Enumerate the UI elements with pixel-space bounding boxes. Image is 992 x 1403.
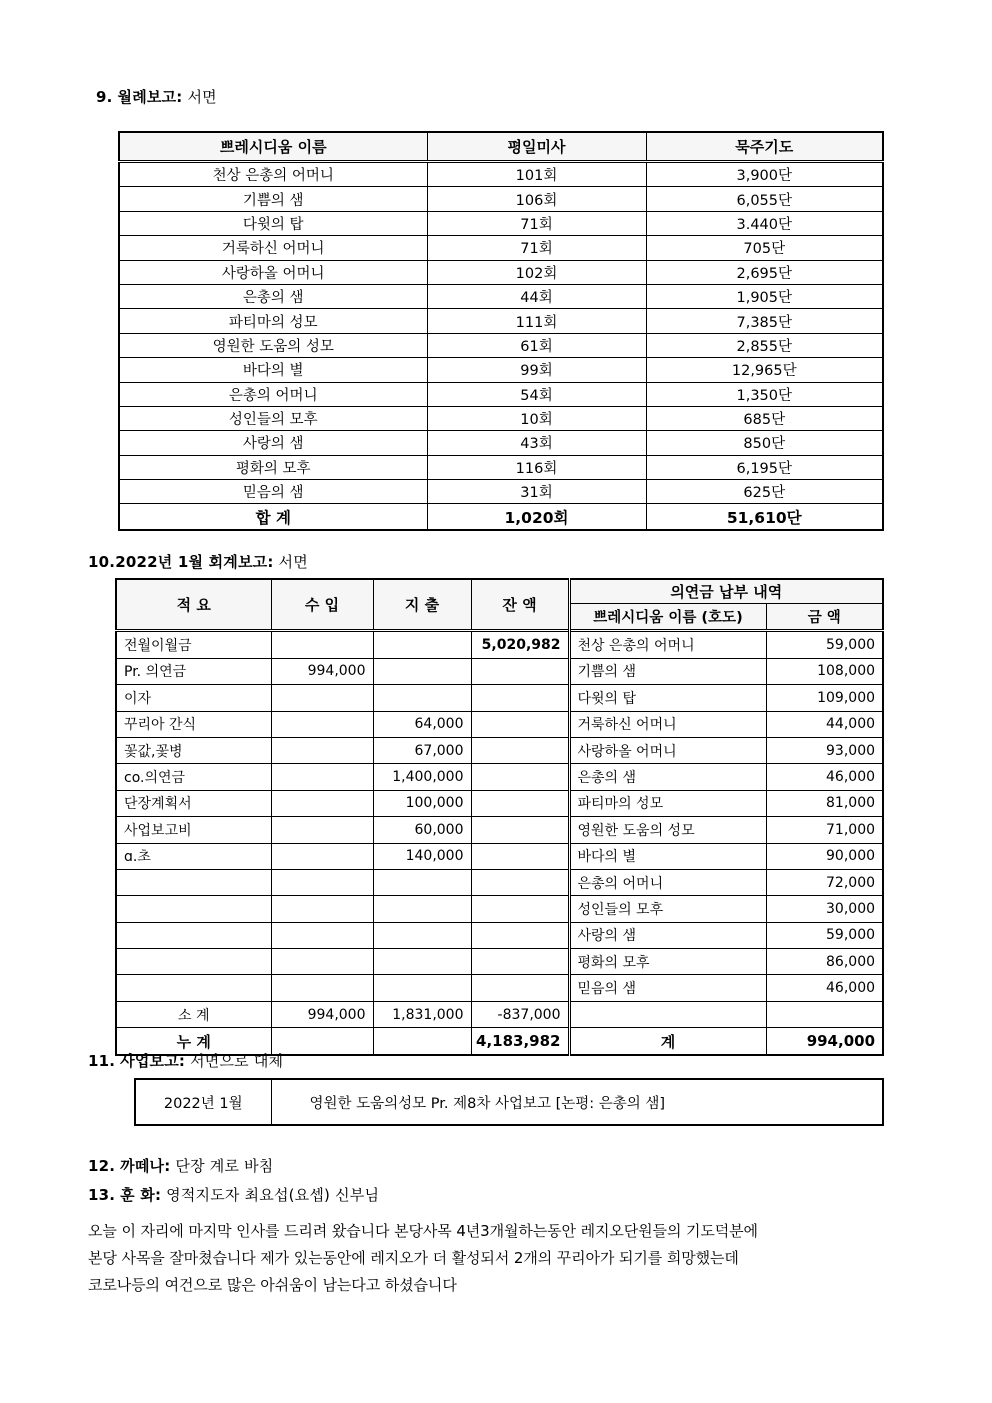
table-row	[116, 790, 883, 816]
acct-balance	[471, 975, 569, 1001]
subtotal-income: 994,000	[271, 1001, 373, 1027]
section-12-number: 12.	[88, 1157, 116, 1175]
acct-income	[271, 869, 373, 895]
acct-expense: 67,000	[373, 737, 471, 763]
donation-amount: 71,000	[766, 817, 883, 843]
table-row	[119, 309, 883, 333]
monthly-report-table	[118, 131, 884, 531]
presidium-name: 은총의 어머니	[119, 382, 427, 406]
donation-name: 성인들의 모후	[569, 896, 766, 922]
cumulative-right-amount: 994,000	[766, 1028, 883, 1056]
presidium-name: 은총의 샘	[119, 284, 427, 308]
table-row	[119, 480, 883, 504]
table-row	[119, 455, 883, 479]
donation-amount: 81,000	[766, 790, 883, 816]
acct-desc: 꽃값,꽃병	[116, 737, 271, 763]
donation-name: 사랑의 샘	[569, 922, 766, 948]
table-row	[116, 922, 883, 948]
presidium-name: 평화의 모후	[119, 455, 427, 479]
acct-desc: 사업보고비	[116, 817, 271, 843]
acct-expense	[373, 949, 471, 975]
acct-expense	[373, 685, 471, 711]
section-10-value: 서면	[278, 553, 308, 571]
monthly-header-name: 쁘레시디움 이름	[119, 132, 427, 162]
rosary-count: 3,900단	[646, 162, 883, 187]
table-row	[135, 1079, 883, 1125]
cumulative-expense	[373, 1028, 471, 1056]
acct-income	[271, 685, 373, 711]
donation-header-name: 쁘레시디움 이름 (호도)	[569, 604, 766, 631]
donation-name: 평화의 모후	[569, 949, 766, 975]
monthly-table-header-row	[119, 132, 883, 162]
mass-count: 31회	[427, 480, 646, 504]
acct-expense: 60,000	[373, 817, 471, 843]
section-heading-13	[88, 1186, 379, 1204]
acct-expense: 100,000	[373, 790, 471, 816]
table-row	[116, 869, 883, 895]
acct-desc: ɑ.초	[116, 843, 271, 869]
mass-count: 44회	[427, 284, 646, 308]
section-heading-10	[88, 553, 308, 571]
section-11-label: 사업보고:	[120, 1052, 186, 1070]
mass-count: 116회	[427, 455, 646, 479]
donation-amount: 90,000	[766, 843, 883, 869]
rosary-count: 1,905단	[646, 284, 883, 308]
subtotal-right-label	[569, 1001, 766, 1027]
table-row	[116, 764, 883, 790]
rosary-count: 850단	[646, 431, 883, 455]
section-13-number: 13.	[88, 1186, 116, 1204]
rosary-count: 685단	[646, 406, 883, 430]
total-label: 합 계	[119, 504, 427, 531]
accounting-subtotal-row	[116, 1001, 883, 1027]
donation-name: 은총의 어머니	[569, 869, 766, 895]
closing-paragraph-line-1: 오늘 이 자리에 마지막 인사를 드리려 왔습니다 본당사목 4년3개월하는동안 레지오단원들의 기도덕분에	[88, 1222, 758, 1240]
acct-income	[271, 790, 373, 816]
rosary-count: 2,855단	[646, 333, 883, 357]
acct-expense	[373, 922, 471, 948]
acct-desc	[116, 922, 271, 948]
acct-income	[271, 711, 373, 737]
acct-balance	[471, 843, 569, 869]
acct-desc: co.의연금	[116, 764, 271, 790]
mass-count: 101회	[427, 162, 646, 187]
total-rosary: 51,610단	[646, 504, 883, 531]
closing-paragraph-line-2: 본당 사목을 잘마쳤습니다 제가 있는동안에 레지오가 더 활성되서 2개의 꾸리아가 되기를 희망했는데	[88, 1249, 739, 1267]
table-row	[116, 843, 883, 869]
rosary-count: 6,055단	[646, 187, 883, 211]
business-report-table	[134, 1078, 884, 1126]
donation-amount: 72,000	[766, 869, 883, 895]
section-9-value: 서면	[187, 88, 217, 106]
donation-header-amount: 금 액	[766, 604, 883, 631]
presidium-name: 성인들의 모후	[119, 406, 427, 430]
mass-count: 111회	[427, 309, 646, 333]
table-row	[119, 211, 883, 235]
donation-name: 은총의 샘	[569, 764, 766, 790]
cumulative-balance: 4,183,982	[471, 1028, 569, 1056]
table-row	[116, 685, 883, 711]
acct-income	[271, 896, 373, 922]
acct-expense	[373, 896, 471, 922]
presidium-name: 영원한 도움의 성모	[119, 333, 427, 357]
presidium-name: 파티마의 성모	[119, 309, 427, 333]
subtotal-label: 소 계	[116, 1001, 271, 1027]
acct-expense	[373, 658, 471, 684]
subtotal-right-amount	[766, 1001, 883, 1027]
acct-desc: 꾸리아 간식	[116, 711, 271, 737]
table-row	[119, 236, 883, 260]
donation-amount: 93,000	[766, 737, 883, 763]
donation-amount: 108,000	[766, 658, 883, 684]
mass-count: 43회	[427, 431, 646, 455]
donation-amount: 30,000	[766, 896, 883, 922]
donation-amount: 86,000	[766, 949, 883, 975]
presidium-name: 사랑의 샘	[119, 431, 427, 455]
presidium-name: 거룩하신 어머니	[119, 236, 427, 260]
acct-header-balance: 잔 액	[471, 579, 569, 631]
table-row	[116, 658, 883, 684]
acct-desc	[116, 975, 271, 1001]
rosary-count: 2,695단	[646, 260, 883, 284]
acct-income	[271, 817, 373, 843]
donation-group-header: 의연금 납부 내역	[569, 579, 883, 604]
acct-balance	[471, 896, 569, 922]
acct-balance	[471, 869, 569, 895]
acct-expense: 140,000	[373, 843, 471, 869]
table-row	[119, 162, 883, 187]
section-12-value: 단장 계로 바침	[175, 1157, 274, 1175]
business-report-description: 영원한 도움의성모 Pr. 제8차 사업보고 [논평: 은총의 샘]	[271, 1079, 883, 1125]
donation-name: 사랑하올 어머니	[569, 737, 766, 763]
acct-income	[271, 631, 373, 658]
table-row	[116, 631, 883, 658]
acct-expense: 1,400,000	[373, 764, 471, 790]
total-mass: 1,020회	[427, 504, 646, 531]
acct-income: 994,000	[271, 658, 373, 684]
mass-count: 61회	[427, 333, 646, 357]
acct-desc	[116, 949, 271, 975]
table-row	[119, 358, 883, 382]
acct-income	[271, 975, 373, 1001]
presidium-name: 사랑하올 어머니	[119, 260, 427, 284]
accounting-header-row-1	[116, 579, 883, 604]
table-row	[119, 284, 883, 308]
section-9-number: 9.	[96, 88, 113, 106]
rosary-count: 7,385단	[646, 309, 883, 333]
acct-desc	[116, 896, 271, 922]
mass-count: 99회	[427, 358, 646, 382]
mass-count: 102회	[427, 260, 646, 284]
acct-balance	[471, 658, 569, 684]
donation-amount: 109,000	[766, 685, 883, 711]
donation-amount: 46,000	[766, 975, 883, 1001]
acct-income	[271, 922, 373, 948]
subtotal-expense: 1,831,000	[373, 1001, 471, 1027]
section-heading-12	[88, 1157, 273, 1175]
subtotal-balance: -837,000	[471, 1001, 569, 1027]
acct-header-income: 수 입	[271, 579, 373, 631]
rosary-count: 3.440단	[646, 211, 883, 235]
acct-balance	[471, 685, 569, 711]
section-heading-11	[88, 1052, 283, 1070]
presidium-name: 믿음의 샘	[119, 480, 427, 504]
acct-balance	[471, 922, 569, 948]
table-row	[116, 737, 883, 763]
donation-amount: 59,000	[766, 631, 883, 658]
donation-name: 다윗의 탑	[569, 685, 766, 711]
section-12-label: 까떼나:	[120, 1157, 171, 1175]
acct-income	[271, 737, 373, 763]
accounting-table	[115, 578, 884, 1056]
acct-balance	[471, 711, 569, 737]
section-11-value: 서면으로 대체	[190, 1052, 284, 1070]
acct-balance	[471, 817, 569, 843]
donation-name: 바다의 별	[569, 843, 766, 869]
cumulative-label: 누 계	[116, 1028, 271, 1056]
table-row	[119, 260, 883, 284]
donation-name: 영원한 도움의 성모	[569, 817, 766, 843]
section-9-label: 월례보고:	[117, 88, 183, 106]
donation-amount: 44,000	[766, 711, 883, 737]
monthly-header-mass: 평일미사	[427, 132, 646, 162]
acct-balance	[471, 790, 569, 816]
section-10-number: 10.	[88, 553, 116, 571]
table-row	[116, 975, 883, 1001]
acct-desc: 전월이월금	[116, 631, 271, 658]
mass-count: 10회	[427, 406, 646, 430]
section-10-label: 2022년 1월 회계보고:	[115, 553, 274, 571]
presidium-name: 천상 은총의 어머니	[119, 162, 427, 187]
table-row	[119, 431, 883, 455]
donation-amount: 46,000	[766, 764, 883, 790]
donation-name: 거룩하신 어머니	[569, 711, 766, 737]
table-row	[119, 187, 883, 211]
acct-income	[271, 949, 373, 975]
rosary-count: 1,350단	[646, 382, 883, 406]
section-13-label: 훈 화:	[120, 1186, 162, 1204]
table-row	[119, 406, 883, 430]
acct-expense	[373, 869, 471, 895]
closing-paragraph	[88, 1218, 908, 1299]
acct-balance	[471, 949, 569, 975]
cumulative-right-label: 계	[569, 1028, 766, 1056]
table-row	[119, 333, 883, 357]
mass-count: 71회	[427, 236, 646, 260]
mass-count: 106회	[427, 187, 646, 211]
section-11-number: 11.	[88, 1052, 116, 1070]
monthly-total-row	[119, 504, 883, 531]
rosary-count: 705단	[646, 236, 883, 260]
acct-desc: 단장계획서	[116, 790, 271, 816]
rosary-count: 6,195단	[646, 455, 883, 479]
donation-name: 파티마의 성모	[569, 790, 766, 816]
acct-expense: 64,000	[373, 711, 471, 737]
business-report-date: 2022년 1월	[135, 1079, 271, 1125]
acct-header-desc: 적 요	[116, 579, 271, 631]
monthly-header-rosary: 묵주기도	[646, 132, 883, 162]
presidium-name: 다윗의 탑	[119, 211, 427, 235]
acct-desc: 이자	[116, 685, 271, 711]
donation-name: 믿음의 샘	[569, 975, 766, 1001]
table-row	[116, 896, 883, 922]
table-row	[116, 949, 883, 975]
section-heading-9	[96, 88, 217, 106]
acct-header-expense: 지 출	[373, 579, 471, 631]
donation-name: 천상 은총의 어머니	[569, 631, 766, 658]
mass-count: 54회	[427, 382, 646, 406]
acct-desc: Pr. 의연금	[116, 658, 271, 684]
presidium-name: 기쁨의 샘	[119, 187, 427, 211]
table-row	[119, 382, 883, 406]
mass-count: 71회	[427, 211, 646, 235]
acct-desc	[116, 869, 271, 895]
acct-income	[271, 843, 373, 869]
donation-amount: 59,000	[766, 922, 883, 948]
rosary-count: 12,965단	[646, 358, 883, 382]
presidium-name: 바다의 별	[119, 358, 427, 382]
acct-expense	[373, 631, 471, 658]
acct-expense	[373, 975, 471, 1001]
cumulative-income	[271, 1028, 373, 1056]
section-13-value: 영적지도자 최요섭(요셉) 신부님	[166, 1186, 380, 1204]
rosary-count: 625단	[646, 480, 883, 504]
acct-balance	[471, 737, 569, 763]
acct-income	[271, 764, 373, 790]
acct-balance	[471, 764, 569, 790]
closing-paragraph-line-3: 코로나등의 여건으로 많은 아쉬움이 남는다고 하셨습니다	[88, 1276, 457, 1294]
table-row	[116, 711, 883, 737]
acct-balance: 5,020,982	[471, 631, 569, 658]
table-row	[116, 817, 883, 843]
donation-name: 기쁨의 샘	[569, 658, 766, 684]
